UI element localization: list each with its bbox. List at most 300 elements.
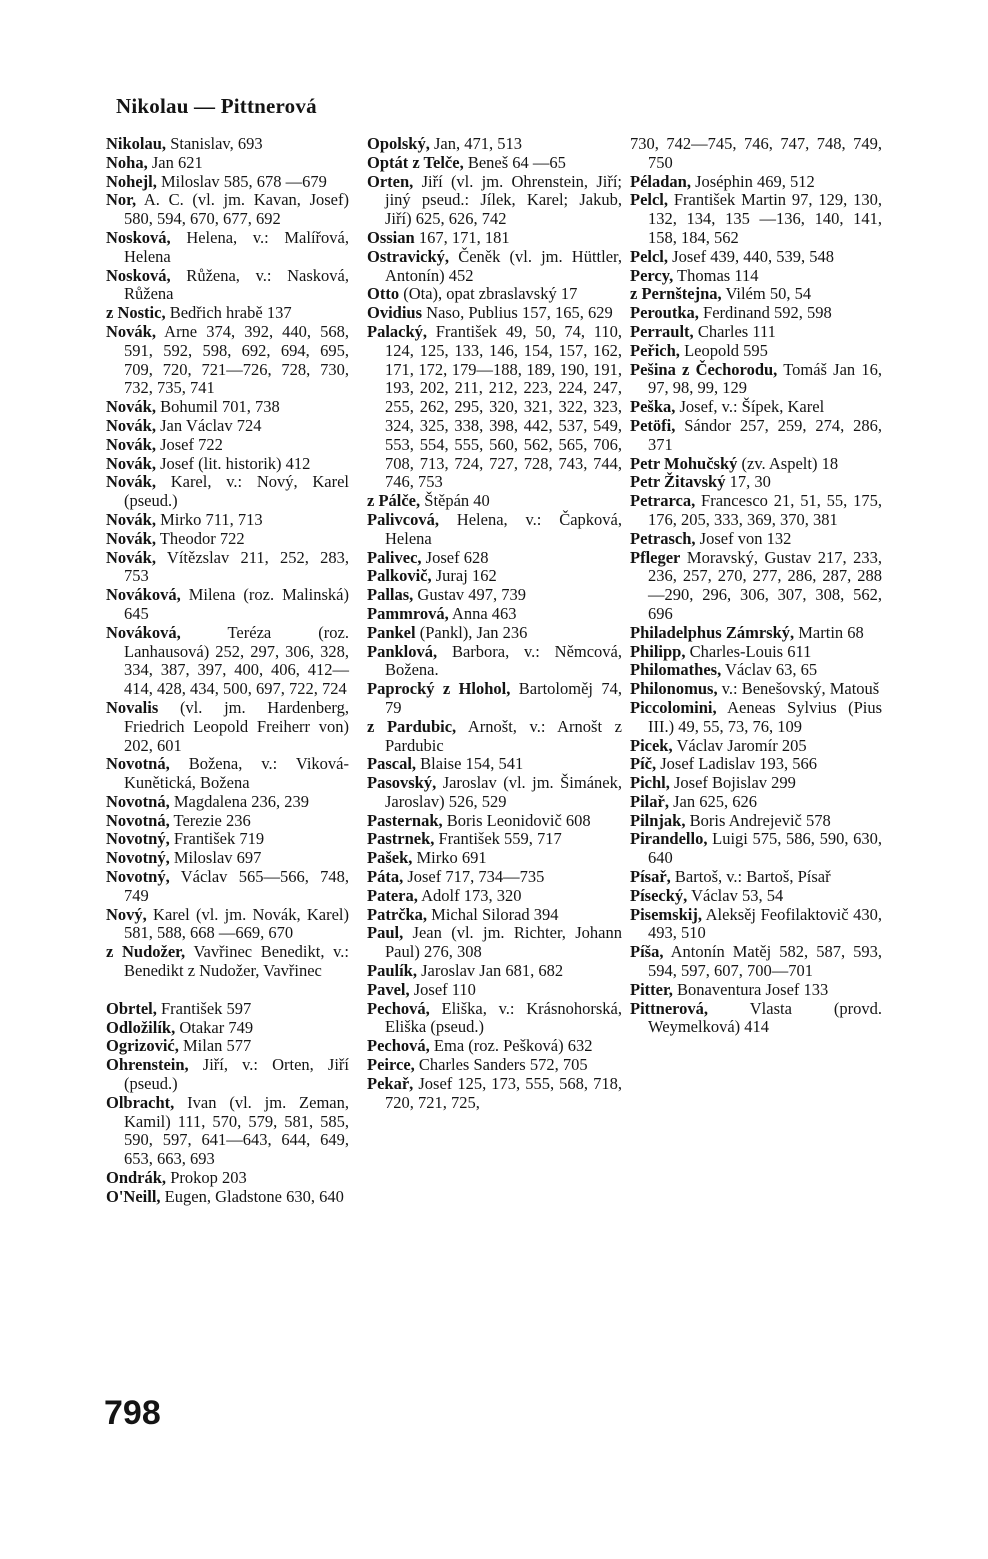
entry-references: Růžena, v.: Nasková, Růžena: [124, 265, 349, 304]
entry-references: Vilém 50, 54: [721, 284, 812, 304]
index-entry: [630, 793, 882, 812]
entry-references: Arne 374, 392, 440, 568, 591, 592, 598, 692, 694, 695, 709, 720, 721—726, 728, 730, 732, 735, 741: [124, 321, 349, 398]
entry-heading: Otto: [367, 284, 400, 304]
index-entry: [367, 285, 622, 304]
entry-references: František Martin 97, 129, 130, 132, 134, 135 —136, 140, 141, 158, 184, 562: [648, 190, 882, 247]
entry-heading: Nohejl,: [106, 171, 157, 191]
entry-references: 17, 30: [725, 472, 771, 492]
index-entry: [630, 661, 882, 680]
entry-heading: Pastrnek,: [367, 829, 435, 849]
entry-references: Josef 110: [409, 979, 476, 999]
entry-heading: Novák,: [106, 453, 156, 473]
entry-heading: Peřich,: [630, 340, 680, 360]
index-entry: [106, 1169, 349, 1188]
entry-heading: Petrasch,: [630, 528, 696, 548]
index-entry: [367, 981, 622, 1000]
index-entry: [106, 830, 349, 849]
entry-references: Karel (vl. jm. Novák, Karel) 581, 588, 668 —669, 670: [124, 904, 349, 943]
entry-heading: Pasternak,: [367, 810, 443, 830]
entry-references: Jaroslav Jan 681, 682: [416, 961, 564, 981]
entry-references: (Ota), opat zbraslavský 17: [399, 284, 578, 304]
index-entry: [630, 455, 882, 474]
entry-references: Mirko 691: [412, 848, 487, 868]
index-entry: [630, 812, 882, 831]
entry-heading: Peška,: [630, 397, 676, 417]
index-entry: [106, 436, 349, 455]
index-entry: [106, 549, 349, 587]
index-entry: [630, 530, 882, 549]
entry-heading: Optát z Telče,: [367, 152, 464, 172]
entry-references: Adolf 173, 320: [417, 885, 522, 905]
index-entry: [630, 680, 882, 699]
entry-references: Thomas 114: [673, 265, 759, 285]
entry-heading: Pechová,: [367, 1036, 430, 1056]
index-entry: [630, 342, 882, 361]
index-entry: [367, 154, 622, 173]
entry-references: Jaroslav (vl. jm. Šimánek, Jaroslav) 526, 529: [385, 773, 622, 811]
entry-heading: O'Neill,: [106, 1186, 161, 1206]
index-entry: [367, 1000, 622, 1038]
index-entry: [367, 304, 622, 323]
entry-references: Juraj 162: [431, 566, 497, 586]
entry-heading: Nosková,: [106, 227, 171, 247]
index-entry: [367, 1056, 622, 1075]
entry-heading: Pešina z Čechorodu,: [630, 359, 778, 379]
entry-heading: Philomathes,: [630, 660, 722, 680]
entry-heading: Písecký,: [630, 885, 688, 905]
entry-references: Boris Leonidovič 608: [442, 810, 591, 830]
index-entry: [106, 191, 349, 229]
entry-heading: Novák,: [106, 547, 156, 567]
index-entry: [630, 549, 882, 624]
entry-references: Vlasta (provd. Weymelková) 414: [648, 998, 882, 1037]
index-entry: [367, 924, 622, 962]
entry-heading: Palkovič,: [367, 566, 432, 586]
index-entry: [630, 173, 882, 192]
entry-references: Prokop 203: [166, 1168, 247, 1188]
entry-references: Helena, v.: Čapková, Helena: [385, 509, 622, 548]
entry-heading: Ohrenstein,: [106, 1055, 189, 1075]
entry-heading: Paprocký z Hlohol,: [367, 679, 511, 699]
entry-references: (zv. Aspelt) 18: [737, 453, 839, 473]
entry-heading: Pammrová,: [367, 603, 449, 623]
entry-references: Gustav 497, 739: [413, 585, 527, 605]
entry-references: Josef 722: [155, 434, 223, 454]
entry-heading: Novalis: [106, 697, 159, 717]
entry-heading: Nor,: [106, 190, 137, 210]
entry-heading: z Pálče,: [367, 491, 421, 511]
entry-references: Jiří (vl. jm. Ohrenstein, Jiří; jiný pseud.: Jílek, Karel; Jakub, Jiří) 625, 626, 742: [385, 171, 622, 229]
entry-heading: Páta,: [367, 867, 404, 887]
entry-heading: Pfleger: [630, 547, 681, 567]
entry-references: Aleksěj Feofilaktovič 430, 493, 510: [648, 904, 882, 943]
entry-references: Bartoloměj 74, 79: [385, 679, 622, 717]
entry-heading: Petr Žitavský: [630, 472, 726, 492]
index-entry: [630, 191, 882, 247]
entry-references: Martin 68: [794, 622, 864, 642]
entry-references: Bedřich hrabě 137: [165, 303, 292, 323]
section-gap: [106, 981, 349, 1000]
entry-heading: Paulík,: [367, 961, 417, 981]
entry-heading: z Nudožer,: [106, 942, 186, 962]
index-entry: [367, 774, 622, 812]
index-entry: [630, 737, 882, 756]
index-entry: [630, 492, 882, 530]
index-entry: [106, 267, 349, 305]
entry-heading: Patrčka,: [367, 904, 428, 924]
index-entry: [630, 774, 882, 793]
index-entry: [630, 1000, 882, 1038]
index-entry: [106, 1188, 349, 1207]
entry-heading: Ovidius: [367, 303, 423, 323]
entry-heading: Pankel: [367, 622, 416, 642]
entry-references: Jan, 471, 513: [429, 134, 522, 153]
index-entry: [367, 830, 622, 849]
index-entry: [630, 868, 882, 887]
entry-references: Jean (vl. jm. Richter, Johann Paul) 276, 308: [385, 923, 622, 962]
index-entry: [367, 605, 622, 624]
entry-references: Josef Bojislav 299: [669, 773, 796, 793]
index-entry: [630, 473, 882, 492]
entry-references: Jiří, v.: Orten, Jiří (pseud.): [124, 1055, 349, 1094]
entry-heading: Nový,: [106, 904, 147, 924]
entry-references: Jan 625, 626: [668, 791, 757, 811]
entry-heading: Novotný,: [106, 867, 170, 887]
index-column-2: [367, 135, 622, 1112]
entry-heading: Novák,: [106, 528, 156, 548]
entry-references: Stanislav, 693: [166, 134, 263, 153]
entry-references: Josef (lit. historik) 412: [155, 453, 311, 473]
index-entry: [630, 643, 882, 662]
index-entry: [367, 887, 622, 906]
index-entry: [630, 135, 882, 173]
index-entry: [367, 586, 622, 605]
index-entry: [367, 643, 622, 681]
index-entry: [106, 1037, 349, 1056]
index-entry: [106, 755, 349, 793]
index-entry: [106, 1094, 349, 1169]
entry-heading: Odložilík,: [106, 1017, 176, 1037]
entry-references: Boris Andrejevič 578: [685, 810, 831, 830]
entry-heading: Palacký,: [367, 321, 428, 341]
entry-heading: Olbracht,: [106, 1092, 175, 1112]
entry-heading: Orten,: [367, 171, 414, 191]
index-entry: [106, 699, 349, 755]
index-entry: [367, 680, 622, 718]
entry-references: 167, 171, 181: [414, 227, 510, 247]
entry-references: František 49, 50, 74, 110, 124, 125, 133, 146, 154, 157, 162, 171, 172, 179—188, 189, 190, 191, 193, 202, 211, 212, 223, 224, 247, 255, 262, 295, 320, 321, 322, 323, 324, 325, 338, 398, 442, 537, 549, 553, 554, 555, 560, 562, 565, 706, 708, 713, 724, 727, 728, 743, 744, 746, 753: [385, 321, 622, 492]
entry-references: Bonaventura Josef 133: [672, 979, 829, 999]
entry-heading: Pekař,: [367, 1073, 414, 1093]
entry-references: František 719: [169, 829, 265, 849]
entry-references: Blaise 154, 541: [416, 754, 524, 774]
entry-references: Josef, v.: Šípek, Karel: [675, 397, 825, 417]
entry-references: Magdalena 236, 239: [169, 791, 310, 811]
entry-heading: Novotná,: [106, 810, 170, 830]
entry-references: Milena (roz. Malinská) 645: [124, 585, 349, 623]
entry-references: Teréza (roz. Lanhausová) 252, 297, 306, 328, 334, 387, 397, 400, 406, 412—414, 428, 434, 500, 697, 722, 724: [124, 622, 349, 699]
page-number: 798: [104, 1394, 161, 1432]
entry-heading: Philipp,: [630, 641, 686, 661]
entry-heading: Pittnerová,: [630, 998, 709, 1018]
entry-heading: Peirce,: [367, 1055, 415, 1075]
entry-references: Štěpán 40: [420, 491, 490, 511]
entry-references: Aeneas Sylvius (Pius III.) 49, 55, 73, 76, 109: [648, 697, 882, 736]
index-entry: [367, 849, 622, 868]
entry-heading: Pallas,: [367, 585, 414, 605]
entry-heading: Nosková,: [106, 265, 171, 285]
entry-references: Bohumil 701, 738: [155, 397, 280, 417]
entry-references: Josef 439, 440, 539, 548: [668, 246, 834, 266]
entry-references: Jan 621: [147, 152, 203, 172]
index-entry: [106, 398, 349, 417]
entry-heading: Pechová,: [367, 998, 430, 1018]
entry-heading: Novák,: [106, 415, 156, 435]
entry-references: Václav 63, 65: [721, 660, 818, 680]
entry-references: Josef 125, 173, 555, 568, 718, 720, 721, 725,: [385, 1073, 622, 1112]
entry-references: Helena, v.: Malířová, Helena: [124, 227, 349, 266]
index-column-3: [630, 135, 882, 1037]
entry-references: Michal Silorad 394: [427, 904, 559, 924]
index-entry: [106, 154, 349, 173]
entry-references: Theodor 722: [155, 528, 245, 548]
entry-references: Miloslav 697: [169, 848, 262, 868]
entry-heading: Nikolau,: [106, 134, 167, 153]
entry-heading: Perrault,: [630, 321, 694, 341]
index-entry: [367, 229, 622, 248]
index-entry: [367, 718, 622, 756]
index-entry: [630, 398, 882, 417]
entry-references: Terezie 236: [169, 810, 251, 830]
entry-references: Sándor 257, 259, 274, 286, 371: [648, 415, 882, 454]
index-entry: [367, 962, 622, 981]
entry-heading: Pašek,: [367, 848, 413, 868]
entry-references: Charles 111: [693, 321, 776, 341]
entry-references: Josef 717, 734—735: [403, 867, 545, 887]
index-entry: [630, 755, 882, 774]
index-entry: [367, 135, 622, 154]
index-entry: [367, 173, 622, 229]
entry-heading: Paul,: [367, 923, 404, 943]
entry-heading: Pilař,: [630, 791, 669, 811]
entry-references: Jan Václav 724: [155, 415, 262, 435]
entry-references: Ivan (vl. jm. Zeman, Kamil) 111, 570, 579, 581, 585, 590, 597, 641—643, 644, 649, 653, 663, 693: [124, 1092, 349, 1169]
entry-heading: Noha,: [106, 152, 148, 172]
entry-references: Vítězslav 211, 252, 283, 753: [124, 547, 349, 586]
index-entry: [106, 624, 349, 699]
entry-references: Francesco 21, 51, 55, 175, 176, 205, 333, 369, 370, 381: [648, 491, 882, 529]
entry-heading: Pisemskij,: [630, 904, 702, 924]
entry-references: Eugen, Gladstone 630, 640: [160, 1186, 344, 1206]
entry-references: Karel, v.: Nový, Karel (pseud.): [124, 472, 349, 511]
entry-heading: Picek,: [630, 735, 673, 755]
entry-heading: Ondrák,: [106, 1168, 167, 1188]
index-column-1: [106, 135, 349, 1207]
entry-references: Josef Ladislav 193, 566: [656, 754, 817, 774]
entry-heading: Píša,: [630, 942, 664, 962]
entry-heading: Pasovský,: [367, 773, 437, 793]
index-entry: [630, 624, 882, 643]
entry-references: Josef von 132: [695, 528, 792, 548]
index-entry: [630, 417, 882, 455]
index-entry: [106, 906, 349, 944]
index-entry: [630, 906, 882, 944]
entry-references: v.: Benešovský, Matouš: [717, 679, 880, 699]
entry-heading: Novák,: [106, 434, 156, 454]
entry-heading: z Pardubic,: [367, 716, 457, 736]
entry-heading: Ostravický,: [367, 246, 450, 266]
entry-heading: Ossian: [367, 227, 415, 247]
entry-references: Tomáš Jan 16, 97, 98, 99, 129: [648, 359, 882, 398]
entry-references: Otakar 749: [175, 1017, 254, 1037]
entry-references: Ferdinand 592, 598: [698, 303, 832, 323]
entry-heading: Percy,: [630, 265, 674, 285]
entry-heading: Novák,: [106, 321, 156, 341]
index-entry: [630, 830, 882, 868]
index-entry: [106, 1056, 349, 1094]
index-entry: [367, 1037, 622, 1056]
index-entry: [106, 417, 349, 436]
entry-references: Charles-Louis 611: [685, 641, 812, 661]
entry-heading: Pelcl,: [630, 190, 669, 210]
entry-references: Božena, v.: Viková-Kunětická, Božena: [124, 754, 349, 793]
index-entry: [630, 699, 882, 737]
entry-references: (Pankl), Jan 236: [415, 622, 528, 642]
index-entry: [630, 267, 882, 286]
entry-references: Charles Sanders 572, 705: [414, 1055, 588, 1075]
entry-references: Antonín Matěj 582, 587, 593, 594, 597, 607, 700—701: [648, 942, 882, 981]
entry-references: Eliška, v.: Krásnohorská, Eliška (pseud.): [385, 998, 622, 1037]
entry-references: Ema (roz. Pešková) 632: [429, 1036, 593, 1056]
entry-heading: Piccolomini,: [630, 697, 717, 717]
index-entry: [106, 173, 349, 192]
entry-references: Václav 53, 54: [687, 885, 784, 905]
entry-heading: Nováková,: [106, 585, 181, 605]
entry-references: Josef 628: [421, 547, 489, 567]
entry-heading: z Pernštejna,: [630, 284, 722, 304]
entry-heading: Novotná,: [106, 791, 170, 811]
entry-heading: Panklová,: [367, 641, 438, 661]
entry-heading: Novotný,: [106, 848, 170, 868]
entry-references: Milan 577: [178, 1036, 252, 1056]
index-entry: [367, 567, 622, 586]
entry-references: Barbora, v.: Němcová, Božena.: [385, 641, 622, 680]
entry-heading: Pichl,: [630, 773, 670, 793]
entry-references: Beneš 64 —65: [463, 152, 566, 172]
entry-heading: Opolský,: [367, 134, 430, 153]
index-entry: [367, 906, 622, 925]
entry-references: Čeněk (vl. jm. Hüttler, Antonín) 452: [385, 246, 622, 285]
index-entry: [630, 285, 882, 304]
entry-references: Moravský, Gustav 217, 233, 236, 257, 270, 277, 286, 287, 288—290, 296, 306, 307, 308, 562, 696: [648, 547, 882, 623]
entry-references: Arnošt, v.: Arnošt z Pardubic: [385, 716, 622, 755]
entry-heading: Peroutka,: [630, 303, 699, 323]
entry-heading: Novotná,: [106, 754, 170, 774]
index-entry: [367, 812, 622, 831]
index-entry: [630, 323, 882, 342]
entry-heading: Novák,: [106, 397, 156, 417]
running-head: Nikolau — Pittnerová: [116, 94, 317, 118]
entry-heading: Pascal,: [367, 754, 417, 774]
index-entry: [106, 812, 349, 831]
entry-references: Naso, Publius 157, 165, 629: [422, 303, 613, 323]
index-entry: [630, 304, 882, 323]
entry-references: Anna 463: [448, 603, 517, 623]
entry-heading: Píč,: [630, 754, 657, 774]
entry-heading: Novák,: [106, 509, 156, 529]
entry-heading: Palivcová,: [367, 509, 439, 529]
entry-heading: Petöfi,: [630, 415, 676, 435]
index-entry: [106, 849, 349, 868]
entry-heading: Písař,: [630, 867, 671, 887]
entry-heading: Philadelphus Zámrský,: [630, 622, 795, 642]
index-entry: [367, 624, 622, 643]
index-entry: [106, 1019, 349, 1038]
entry-heading: Pitter,: [630, 979, 673, 999]
entry-references: Bartoš, v.: Bartoš, Písař: [670, 867, 831, 887]
index-entry: [367, 511, 622, 549]
index-entry: [106, 586, 349, 624]
entry-references: Joséphin 469, 512: [690, 171, 815, 191]
index-entry: [367, 1075, 622, 1113]
entry-references: František 559, 717: [434, 829, 562, 849]
entry-heading: Pavel,: [367, 979, 410, 999]
entry-references: Luigi 575, 586, 590, 630, 640: [648, 829, 882, 868]
entry-heading: Péladan,: [630, 171, 691, 191]
entry-heading: Pelcl,: [630, 246, 669, 266]
index-entry: [106, 229, 349, 267]
entry-references: A. C. (vl. jm. Kavan, Josef) 580, 594, 670, 677, 692: [124, 190, 349, 229]
entry-heading: Pirandello,: [630, 829, 708, 849]
entry-heading: Petrarca,: [630, 491, 696, 511]
index-entry: [106, 793, 349, 812]
index-entry: [106, 304, 349, 323]
index-entry: [367, 248, 622, 286]
index-entry: [106, 943, 349, 981]
index-entry: [367, 868, 622, 887]
entry-heading: Novotný,: [106, 829, 170, 849]
index-entry: [106, 868, 349, 906]
index-entry: [106, 455, 349, 474]
entry-heading: Ogrizović,: [106, 1036, 179, 1056]
entry-references: Mirko 711, 713: [155, 509, 263, 529]
entry-heading: Palivec,: [367, 547, 422, 567]
entry-references: (vl. jm. Hardenberg, Friedrich Leopold Freiherr von) 202, 601: [124, 697, 349, 755]
entry-heading: Pilnjak,: [630, 810, 686, 830]
entry-heading: Nováková,: [106, 622, 181, 642]
index-entry: [367, 755, 622, 774]
entry-heading: Patera,: [367, 885, 418, 905]
entry-heading: Obrtel,: [106, 998, 157, 1018]
entry-heading: z Nostic,: [106, 303, 166, 323]
index-entry: [106, 135, 349, 154]
index-entry: [630, 943, 882, 981]
index-entry: [367, 492, 622, 511]
index-entry: [106, 1000, 349, 1019]
entry-references: Leopold 595: [679, 340, 768, 360]
index-entry: [630, 887, 882, 906]
index-entry: [630, 981, 882, 1000]
entry-references: Vavřinec Benedikt, v.: Benedikt z Nudožer, Vavřinec: [124, 942, 349, 981]
entry-references: František 597: [156, 998, 252, 1018]
entry-references: Václav 565—566, 748, 749: [124, 867, 349, 905]
index-entry: [106, 530, 349, 549]
entry-heading: Novák,: [106, 472, 156, 492]
index-entry: [106, 323, 349, 398]
index-entry: [106, 511, 349, 530]
entry-references: Václav Jaromír 205: [672, 735, 807, 755]
entry-heading: Petr Mohučský: [630, 453, 738, 473]
